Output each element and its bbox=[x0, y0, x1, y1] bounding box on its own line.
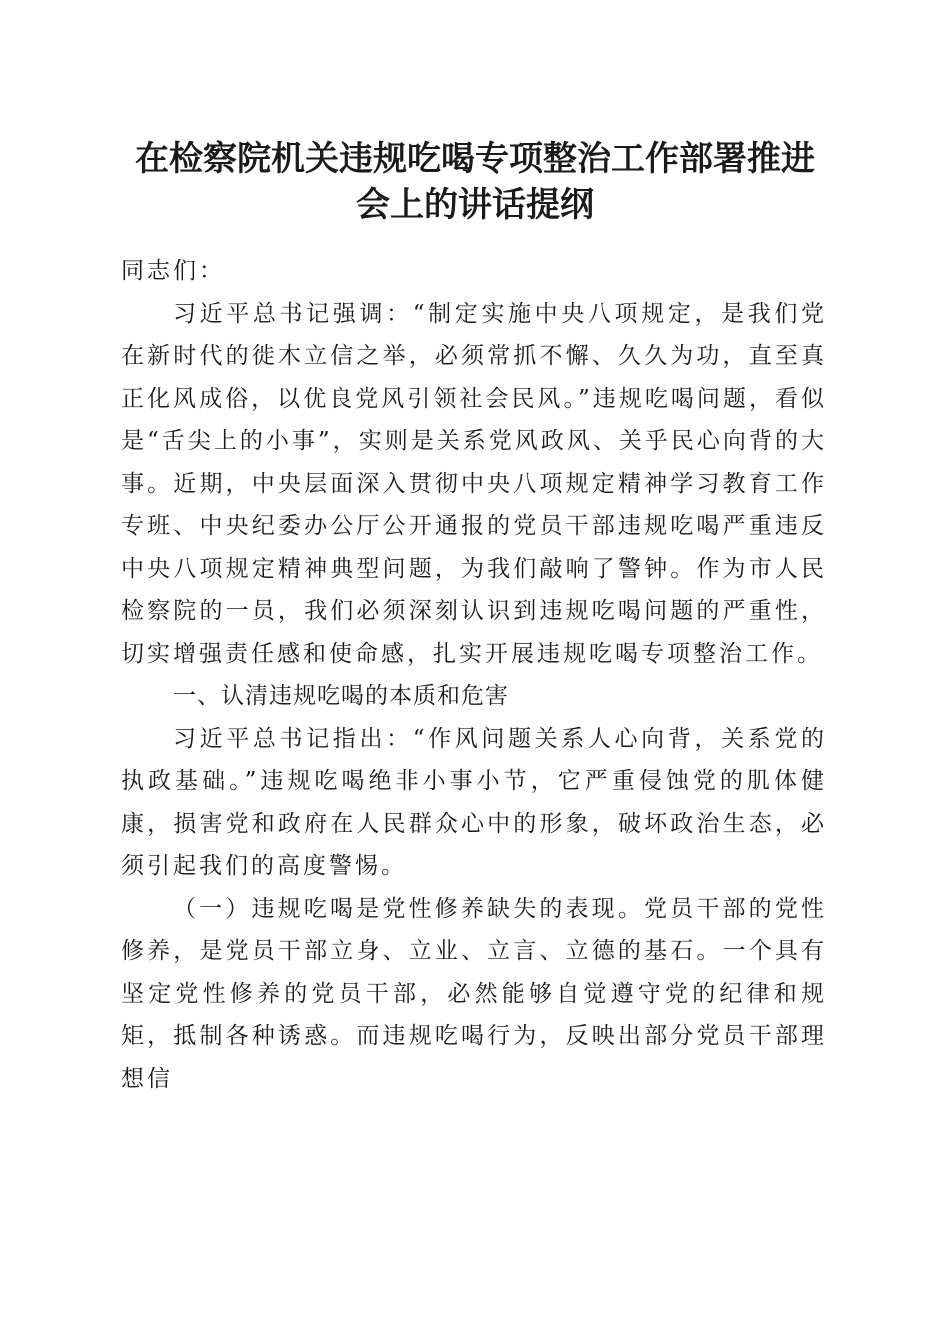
section-heading-1: 一、认清违规吃喝的本质和危害 bbox=[173, 683, 509, 709]
title-line-2: 会上的讲话提纲 bbox=[356, 185, 594, 225]
paragraph-3-text: 党员干部的党性修养，是党员干部立身、立业、立言、立德的基石。一个具有坚定党性修养的党员干部，必然能够自觉遵守党的纪律和规矩，抵制各种诱惑。而违规吃喝行为，反映出部分党员干部理想信 bbox=[121, 895, 828, 1092]
title-line-1: 在检察院机关违规吃喝专项整治工作部署推进 bbox=[135, 139, 815, 179]
paragraph-2: 习近平总书记指出：“作风问题关系人心向背，关系党的执政基础。”违规吃喝绝非小事小节，它严重侵蚀党的肌体健康，损害党和政府在人民群众心中的形象，破坏政治生态，必须引起我们的高度警惕。 bbox=[121, 725, 827, 879]
paragraph-3 bbox=[121, 888, 827, 1101]
salutation: 同志们： bbox=[121, 258, 225, 284]
paragraph-1: 习近平总书记强调：“制定实施中央八项规定，是我们党在新时代的徙木立信之举，必须常抓不懈、久久为功，直至真正化风成俗，以优良党风引领社会民风。”违规吃喝问题，看似是“舌尖上的小事”，实则是关系党风政风、关乎民心向背的大事。近期，中央层面深入贯彻中央八项规定精神学习教育工作专班、中央纪委办公厅公开通报的党员干部违规吃喝严重违反中央八项规定精神典型问题，为我们敲响了警钟。作为市人民检察院的一员，我们必须深刻认识到违规吃喝问题的严重性，切实增强责任感和使命感，扎实开展违规吃喝专项整治工作。 bbox=[121, 300, 827, 667]
document-title bbox=[100, 136, 850, 228]
document-body bbox=[121, 250, 827, 1100]
sub-heading-1: （一）违规吃喝是党性修养缺失的表现。 bbox=[173, 895, 644, 922]
